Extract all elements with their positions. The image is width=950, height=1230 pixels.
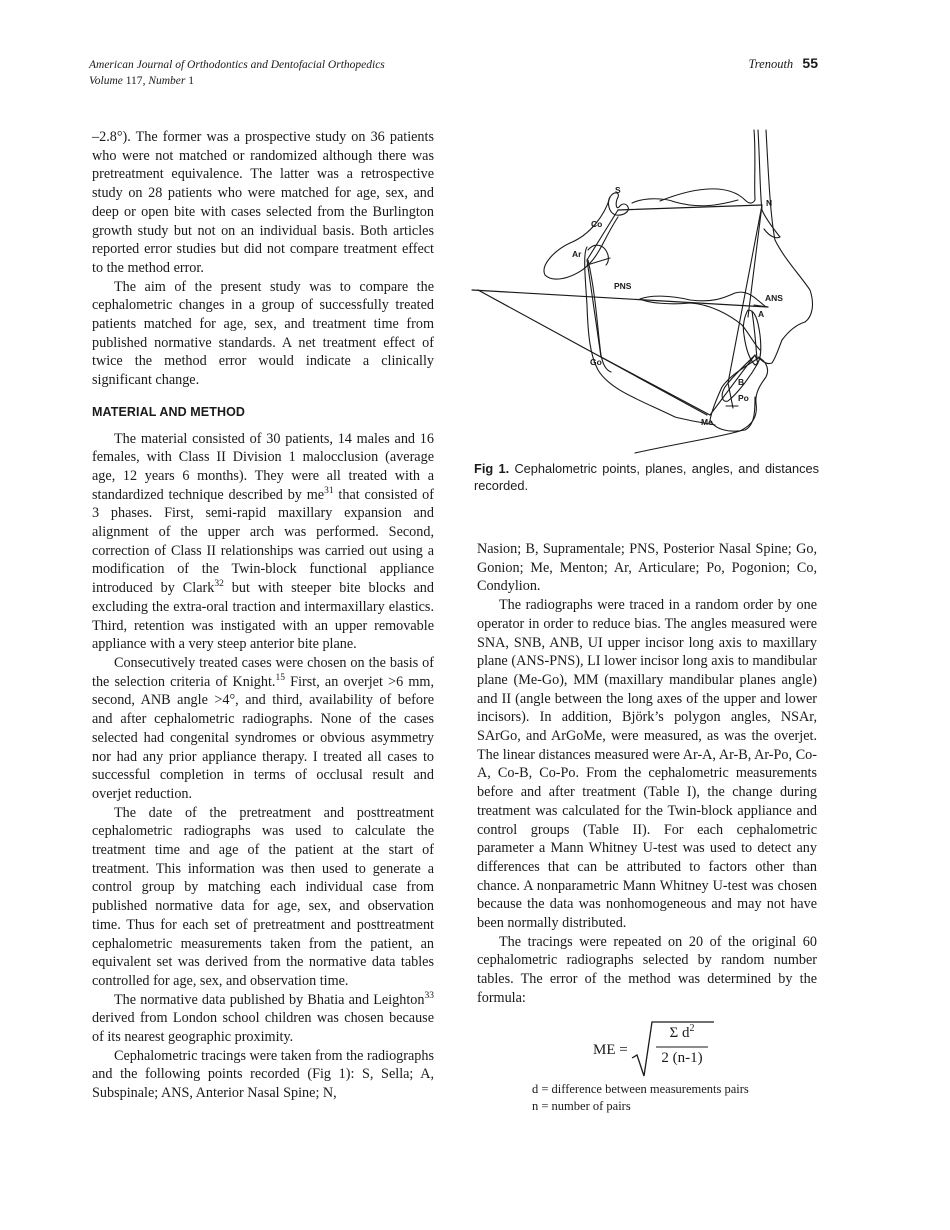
- label-b: B: [738, 377, 745, 387]
- formula-denominator: 2 (n-1): [661, 1050, 703, 1066]
- palate-lower: [640, 299, 760, 350]
- ramus-inner: [588, 260, 611, 372]
- text: derived from London school children was chosen because of its nearest geographic proximity.: [92, 1010, 434, 1046]
- label-ar: Ar: [572, 249, 582, 259]
- right-column: [477, 540, 817, 1008]
- label-me: Me: [701, 417, 713, 427]
- volume-info: Volume 117, Number 1: [89, 75, 194, 87]
- running-header-author: [748, 55, 818, 72]
- ramus-outline: [585, 247, 715, 425]
- label-a: A: [758, 309, 765, 319]
- label-n: N: [766, 198, 773, 208]
- s-ar-line: [587, 210, 618, 260]
- volume-number: 117: [125, 75, 143, 87]
- running-header-journal: [89, 57, 385, 89]
- reference-15[interactable]: 15: [275, 672, 285, 683]
- journal-title: American Journal of Orthodontics and Dentofacial Orthopedics: [89, 59, 385, 71]
- numerator-exponent: 2: [689, 1023, 695, 1034]
- left-column: [92, 128, 434, 1103]
- occipital-outline: [544, 197, 618, 279]
- label-co: Co: [591, 219, 603, 229]
- formula-numerator: [657, 1025, 707, 1042]
- paragraph: The tracings were repeated on 20 of the original 60 cephalometric radiographs selected by random number tables. The error of the method was determined by the formula:: [477, 933, 817, 1006]
- paragraph: [92, 654, 434, 804]
- caption-text: Cephalometric points, planes, angles, and distances recorded.: [474, 461, 820, 493]
- paragraph: [92, 430, 434, 654]
- page-number: 55: [802, 55, 818, 71]
- reference-32[interactable]: 32: [214, 579, 224, 590]
- paragraph: Nasion; B, Supramentale; PNS, Posterior Nasal Spine; Go, Gonion; Me, Menton; Ar, Articulare; Po, Pogonion; Co, Condylion.: [477, 541, 817, 595]
- text: that consisted of 3 phases. First, semi-rapid maxillary expansion and alignment of the upper arch was performed. Second, correction of Class II relationships was carried out using a modification of the Twin-block functional appliance introduced by Clark: [92, 486, 434, 597]
- text: The normative data published by Bhatia and Leighton: [114, 991, 425, 1008]
- cephalometric-figure: [470, 125, 830, 455]
- sn-line: [618, 205, 762, 210]
- cephalometric-tracing: [470, 125, 830, 455]
- paragraph: The radiographs were traced in a random order by one operator in order to reduce bias. The angles measured were SNA, SNB, ANB, UI upper incisor long axis to maxillary plane (ANS-PNS), LI lower incisor long axis to mandibular plane (Me-Go), MM (maxillary mandibular planes angle) and II (angle between the long axes of the upper and lower incisors). In addition, Björk’s polygon angles, NSAr, SArGo, and ArGoMe, were measured, as was the overjet. The linear distances measured were Ar-A, Ar-B, Ar-Po, Co-A, Co-B, Co-Po. From the cephalometric measurements before and after treatment (Table I), the change during treatment was calculated for the Twin-block appliance and control groups (Table II). For each cephalometric parameter a Mann Whitney U-test was used to detect any differences that can be attributed to factors other than chance. A nonparametric Mann Whitney U-test was chosen because the data was nonhomogeneous and may not have been normally distributed.: [477, 597, 817, 932]
- reference-31[interactable]: 31: [324, 485, 334, 496]
- number-label: Number: [148, 75, 186, 87]
- label-po: Po: [738, 393, 749, 403]
- legend-n: n = number of pairs: [532, 1099, 631, 1113]
- palatal-plane: [472, 290, 768, 307]
- paragraph: –2.8°). The former was a prospective study on 36 patients who were not matched or randomized although there was pretreatment equivalence. The latter was a retrospective study on 28 patients who were matched for age, sex, and deep or open bite with cases selected from the Burlington growth study but not on an individual basis. Both articles reported error studies but did not compare treatment effect to the method error.: [92, 129, 434, 276]
- paragraph: The date of the pretreatment and posttreatment cephalometric radiographs was used to calculate the treatment time and age of the patient at the start of treatment. This information was then used to generate a control group by matching each individual case from published normative data for age, sex, and observation time. Thus for each set of pretreatment and posttreatment cephalometric measurements taken from the patient, an equivalent set was derived from the normative data tables controlled for age, sex, and observation time.: [92, 804, 434, 989]
- ar-go-line: [587, 260, 601, 357]
- volume-label: Volume: [89, 75, 123, 87]
- sella-turcica: [608, 193, 628, 215]
- issue-number: 1: [188, 75, 194, 87]
- figure-caption: [474, 460, 819, 494]
- paragraph: The aim of the present study was to compare the cephalometric changes in a group of successfully treated patients matched for age, sex, and treatment time from published normative standards. A net treatment effect of twice the method error would indicate a clinically significant change.: [92, 278, 434, 389]
- author-name: Trenouth: [748, 57, 794, 71]
- formula-legend: [532, 1081, 749, 1115]
- caption-label: Fig 1.: [474, 461, 510, 476]
- reference-33[interactable]: 33: [424, 990, 434, 1001]
- frontal-bone: [660, 130, 755, 203]
- method-error-formula: [588, 1020, 748, 1076]
- formula-lhs: ME =: [593, 1042, 628, 1058]
- label-go: Go: [590, 357, 602, 367]
- paragraph: [92, 991, 434, 1047]
- n-a-line: [748, 205, 765, 319]
- paragraph: Cephalometric tracings were taken from the radiographs and the following points recorded (Fig 1): S, Sella; A, Subspinale; ANS, Anterior Nasal Spine; N,: [92, 1047, 434, 1102]
- text: First, an overjet >6 mm, second, ANB angle >4°, and third, availability of before and after cephalometric radiographs. None of the cases selected had congenital syndromes or obvious asymmetry nor had any prior appliance therapy. I treated all cases to successful completion in terms of occlusal result and overjet reduction.: [92, 673, 435, 802]
- label-pns: PNS: [614, 281, 632, 291]
- legend-d: d = difference between measurements pairs: [532, 1082, 749, 1096]
- soft-tissue-profile: [635, 130, 812, 453]
- label-ans: ANS: [765, 293, 783, 303]
- text: The material consisted of 30 patients, 14 males and 16 females, with Class II Division 1 malocclusion (average age, 12 years 6 months). They were all treated with a standardized technique described by me: [92, 430, 434, 503]
- section-heading: MATERIAL AND METHOD: [92, 404, 246, 419]
- numerator-text: Σ d: [669, 1025, 690, 1041]
- text: but with steeper bite blocks and excluding the extra-oral traction and intermaxillary elastics. Third, retention was instigated with an upper removable appliance with a very steep anterior bite plane.: [92, 580, 434, 653]
- label-s: S: [615, 185, 621, 195]
- text: Consecutively treated cases were chosen on the basis of the selection criteria of Knight.: [92, 654, 434, 690]
- b-po-line: [728, 383, 733, 408]
- cranial-base: [632, 199, 738, 206]
- go-me-line: [601, 357, 710, 415]
- mandibular-plane: [478, 290, 707, 415]
